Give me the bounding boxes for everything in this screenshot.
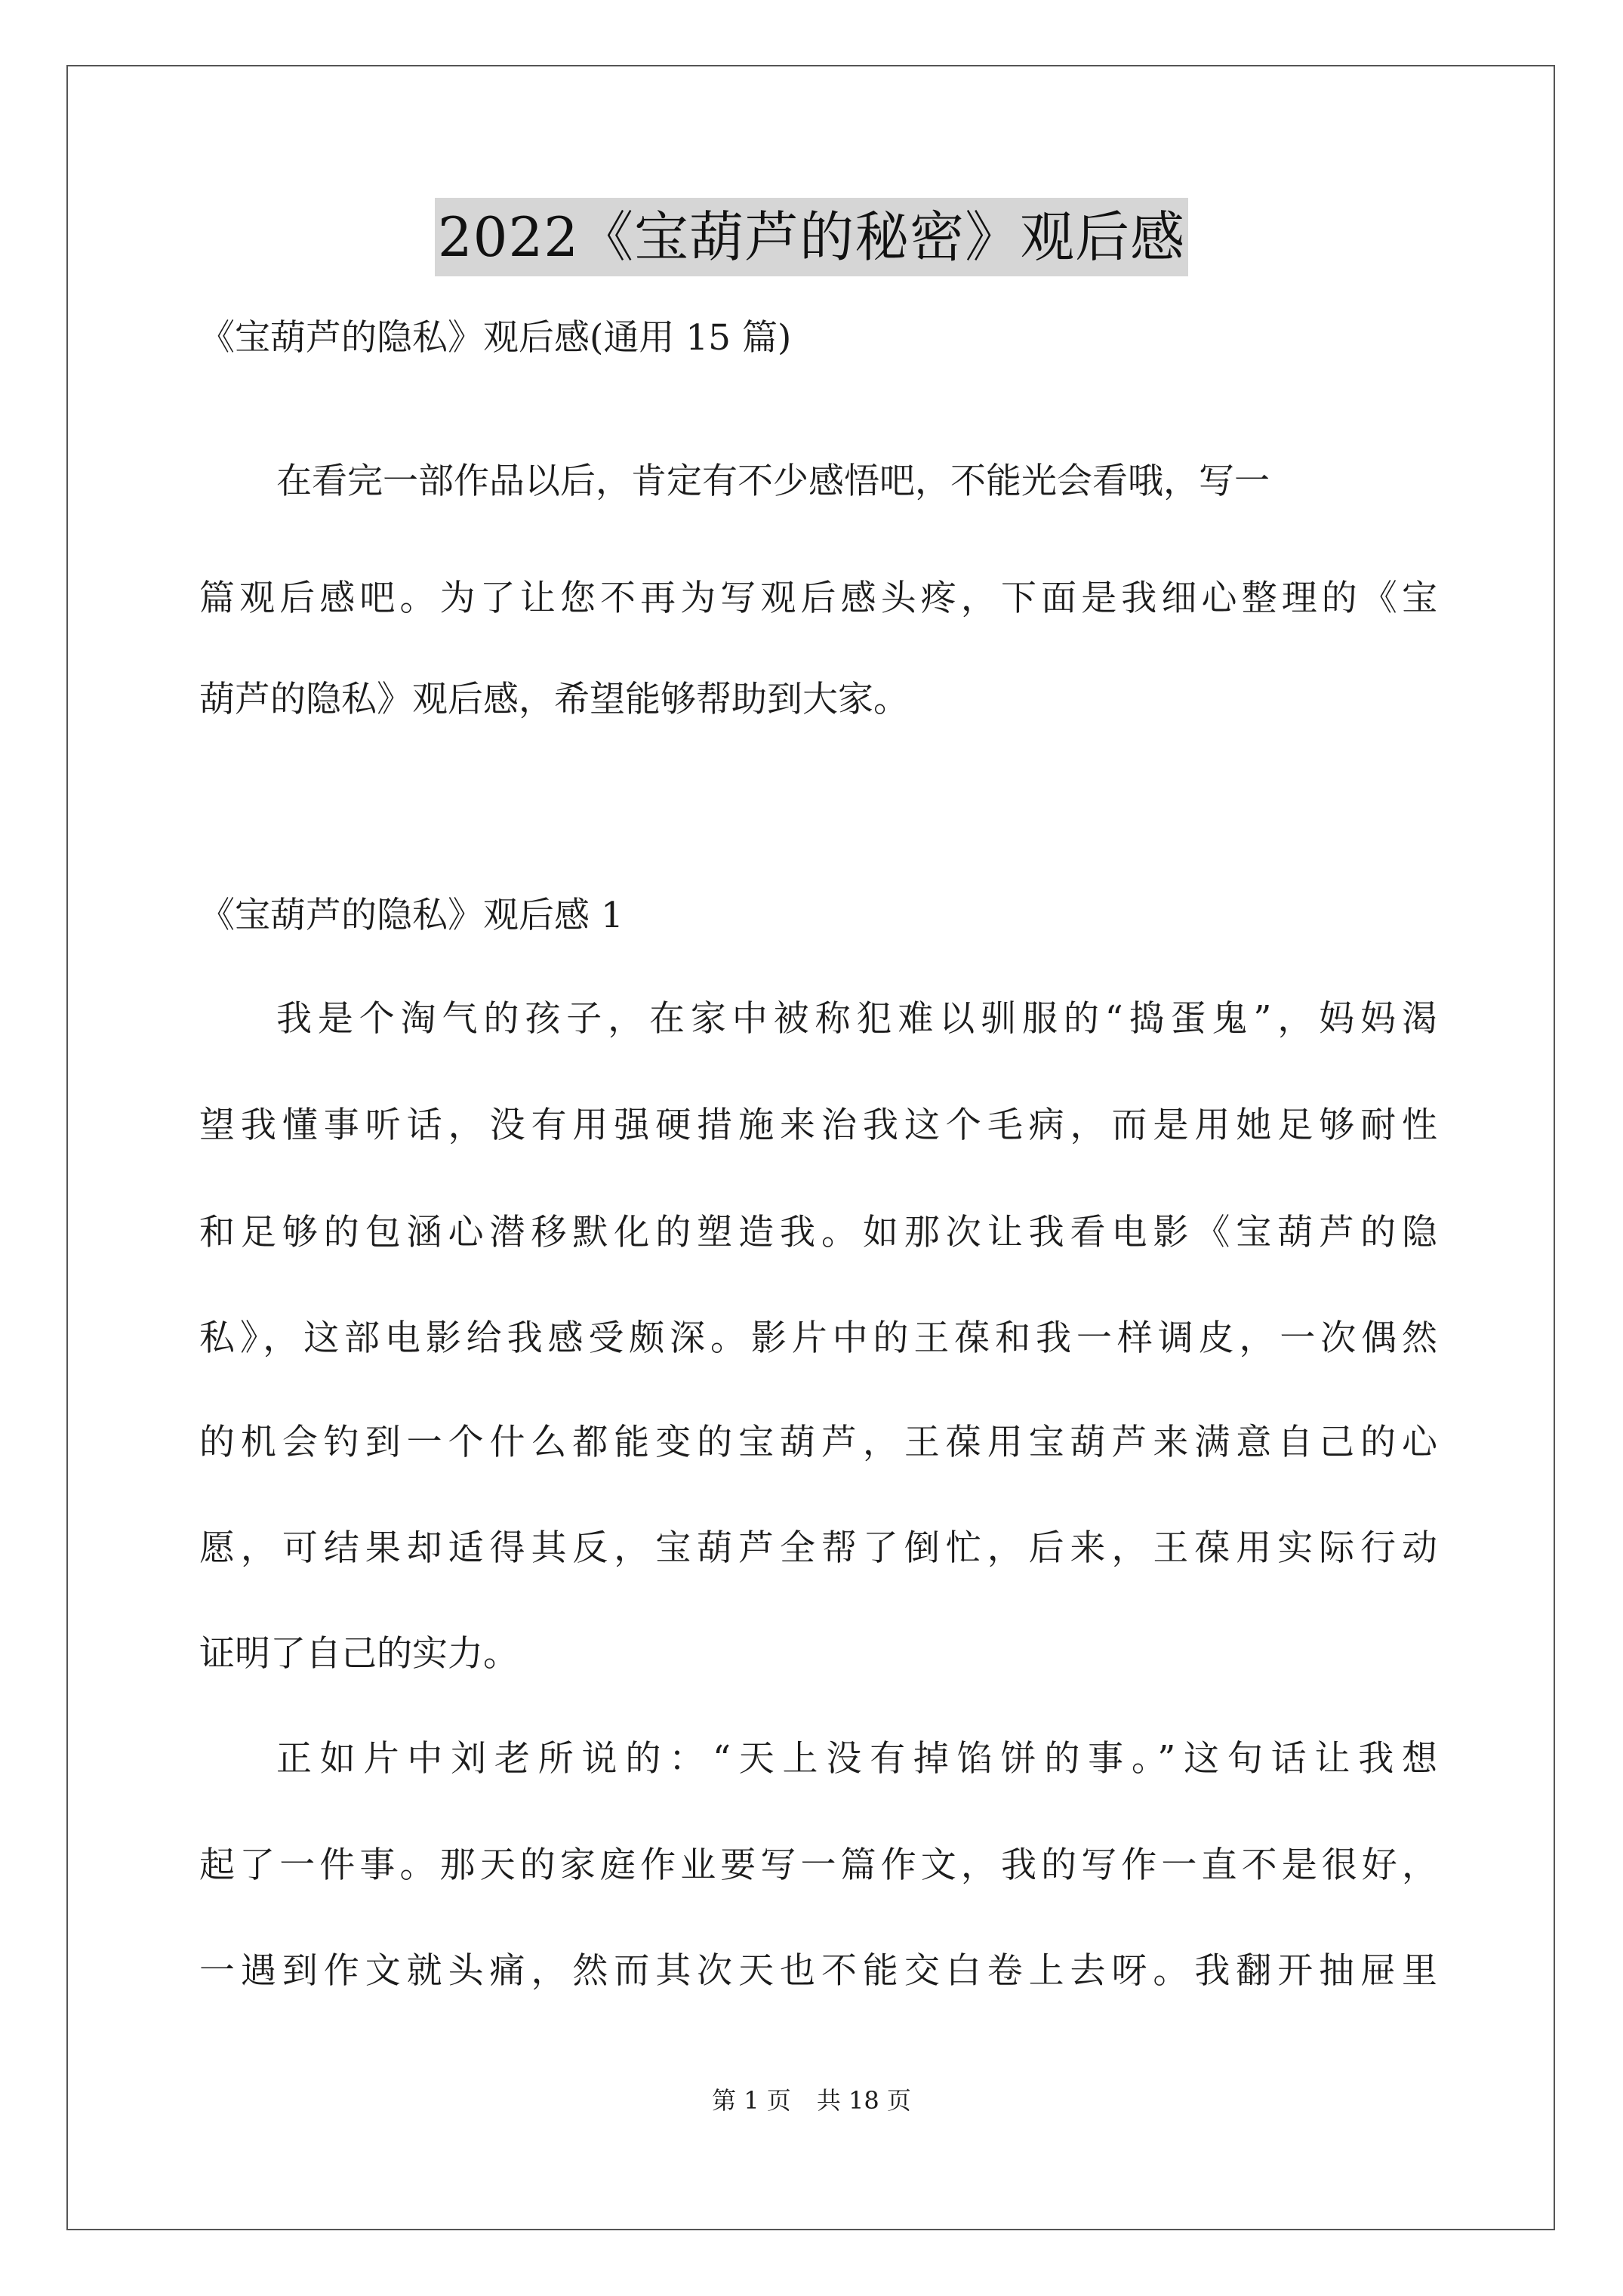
paragraph1-line-6: 愿，可结果却适得其反，宝葫芦全帮了倒忙，后来，王葆用实际行动 (199, 1527, 1437, 1569)
document-subtitle: 《宝葫芦的隐私》观后感(通用 15 篇) (199, 317, 792, 359)
paragraph2-line-3: 一遇到作文就头痛，然而其次天也不能交白卷上去呀。我翻开抽屉里 (199, 1950, 1437, 1992)
intro-line-2: 篇观后感吧。为了让您不再为写观后感头疼，下面是我细心整理的《宝 (199, 578, 1437, 619)
page-footer (0, 2084, 1623, 2117)
paragraph1-line-4: 私》，这部电影给我感受颇深。影片中的王葆和我一样调皮，一次偶然 (199, 1318, 1437, 1359)
page-total: 共 18 页 (816, 2086, 911, 2115)
page-number: 第 1 页 (712, 2086, 791, 2115)
intro-line-1: 在看完一部作品以后，肯定有不少感悟吧，不能光会看哦，写一 (276, 461, 1270, 502)
paragraph1-line-5: 的机会钓到一个什么都能变的宝葫芦，王葆用宝葫芦来满意自己的心 (199, 1422, 1437, 1463)
title-container (0, 198, 1623, 276)
document-title: 2022《宝葫芦的秘密》观后感 (435, 198, 1188, 276)
paragraph2-line-1: 正如片中刘老所说的：“天上没有掉馅饼的事。”这句话让我想 (276, 1738, 1437, 1780)
paragraph1-line-1: 我是个淘气的孩子，在家中被称犯难以驯服的“捣蛋鬼”，妈妈渴 (276, 998, 1437, 1040)
paragraph2-line-2: 起了一件事。那天的家庭作业要写一篇作文，我的写作一直不是很好， (199, 1845, 1437, 1886)
intro-line-3: 葫芦的隐私》观后感，希望能够帮助到大家。 (199, 679, 909, 720)
paragraph1-line-2: 望我懂事听话，没有用强硬措施来治我这个毛病，而是用她足够耐性 (199, 1105, 1437, 1146)
paragraph1-line-7: 证明了自己的实力。 (199, 1633, 519, 1675)
section-heading: 《宝葫芦的隐私》观后感 1 (199, 895, 624, 936)
paragraph1-line-3: 和足够的包涵心潜移默化的塑造我。如那次让我看电影《宝葫芦的隐 (199, 1212, 1437, 1253)
